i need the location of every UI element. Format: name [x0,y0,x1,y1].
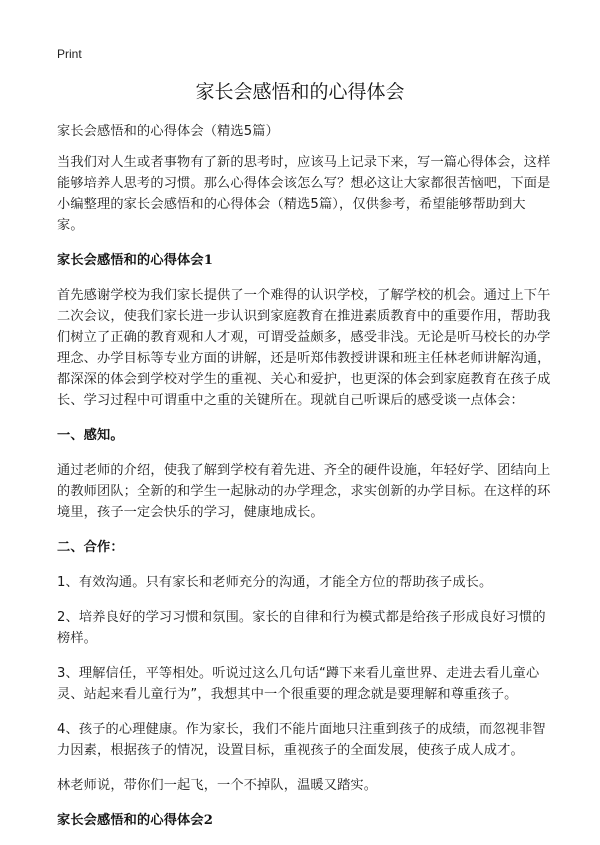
subsection-perception-paragraph: 通过老师的介绍，使我了解到学校有着先进、齐全的硬件设施，年轻好学、团结向上的教师团队；全新的和学生一起脉动的办学理念，求实创新的办学目标。在这样的环境里，孩子一定会快乐的学习，健康地成长。 [57,463,551,520]
list-item: 4、孩子的心理健康。作为家长，我们不能片面地只注重到孩子的成绩，而忽视非智力因素，根据孩子的情况，设置目标，重视孩子的全面发展，使孩子成人成才。 [57,722,546,758]
list-item: 3、理解信任，平等相处。听说过这么几句话“蹲下来看儿童世界、走进去看儿童心灵、站起来看儿童行为”，我想其中一个很重要的理念就是要理解和尊重孩子。 [57,666,540,702]
subsection-perception-heading: 一、感知。 [57,428,124,443]
document-subtitle: 家长会感悟和的心得体会（精选5篇） [57,124,279,139]
list-item: 2、培养良好的学习习惯和氛围。家长的自律和行为模式都是给孩子形成良好习惯的榜样。 [57,610,546,646]
print-link[interactable]: Print [57,47,82,61]
section-1-paragraph: 首先感谢学校为我们家长提供了一个难得的认识学校，了解学校的机会。通过上下午二次会议，使我们家长进一步认识到家庭教育在推进素质教育中的重要作用，帮助我们树立了正确的教育观和人才观，可谓受益颇多，感受非浅。无论是听马校长的办学理念、办学目标等专业方面的讲解，还是听郑伟教授讲课和班主任林老师讲解沟通，都深深的体会到学校对学生的重视、关心和爱护，也更深的体会到家庭教育在孩子成长、学习过程中可谓重中之重的关键所在。现就自己听课后的感受谈一点体会： [57,288,551,408]
section-1-heading: 家长会感悟和的心得体会1 [57,253,214,268]
document-body [57,121,552,845]
list-item: 1、有效沟通。只有家长和老师充分的沟通，才能全方位的帮助孩子成长。 [57,575,493,590]
section-2-heading: 家长会感悟和的心得体会2 [57,813,214,828]
intro-paragraph: 当我们对人生或者事物有了新的思考时，应该马上记录下来，写一篇心得体会，这样能够培养人思考的习惯。那么心得体会该怎么写？想必这让大家都很苦恼吧，下面是小编整理的家长会感悟和的心得体会（精选5篇），仅供参考，希望能够帮助到大家。 [57,155,551,233]
closing-paragraph: 林老师说，带你们一起飞，一个不掉队，温暖又踏实。 [57,778,378,793]
page-title: 家长会感悟和的心得体会 [195,81,405,103]
subsection-cooperation-heading: 二、合作： [57,540,124,555]
